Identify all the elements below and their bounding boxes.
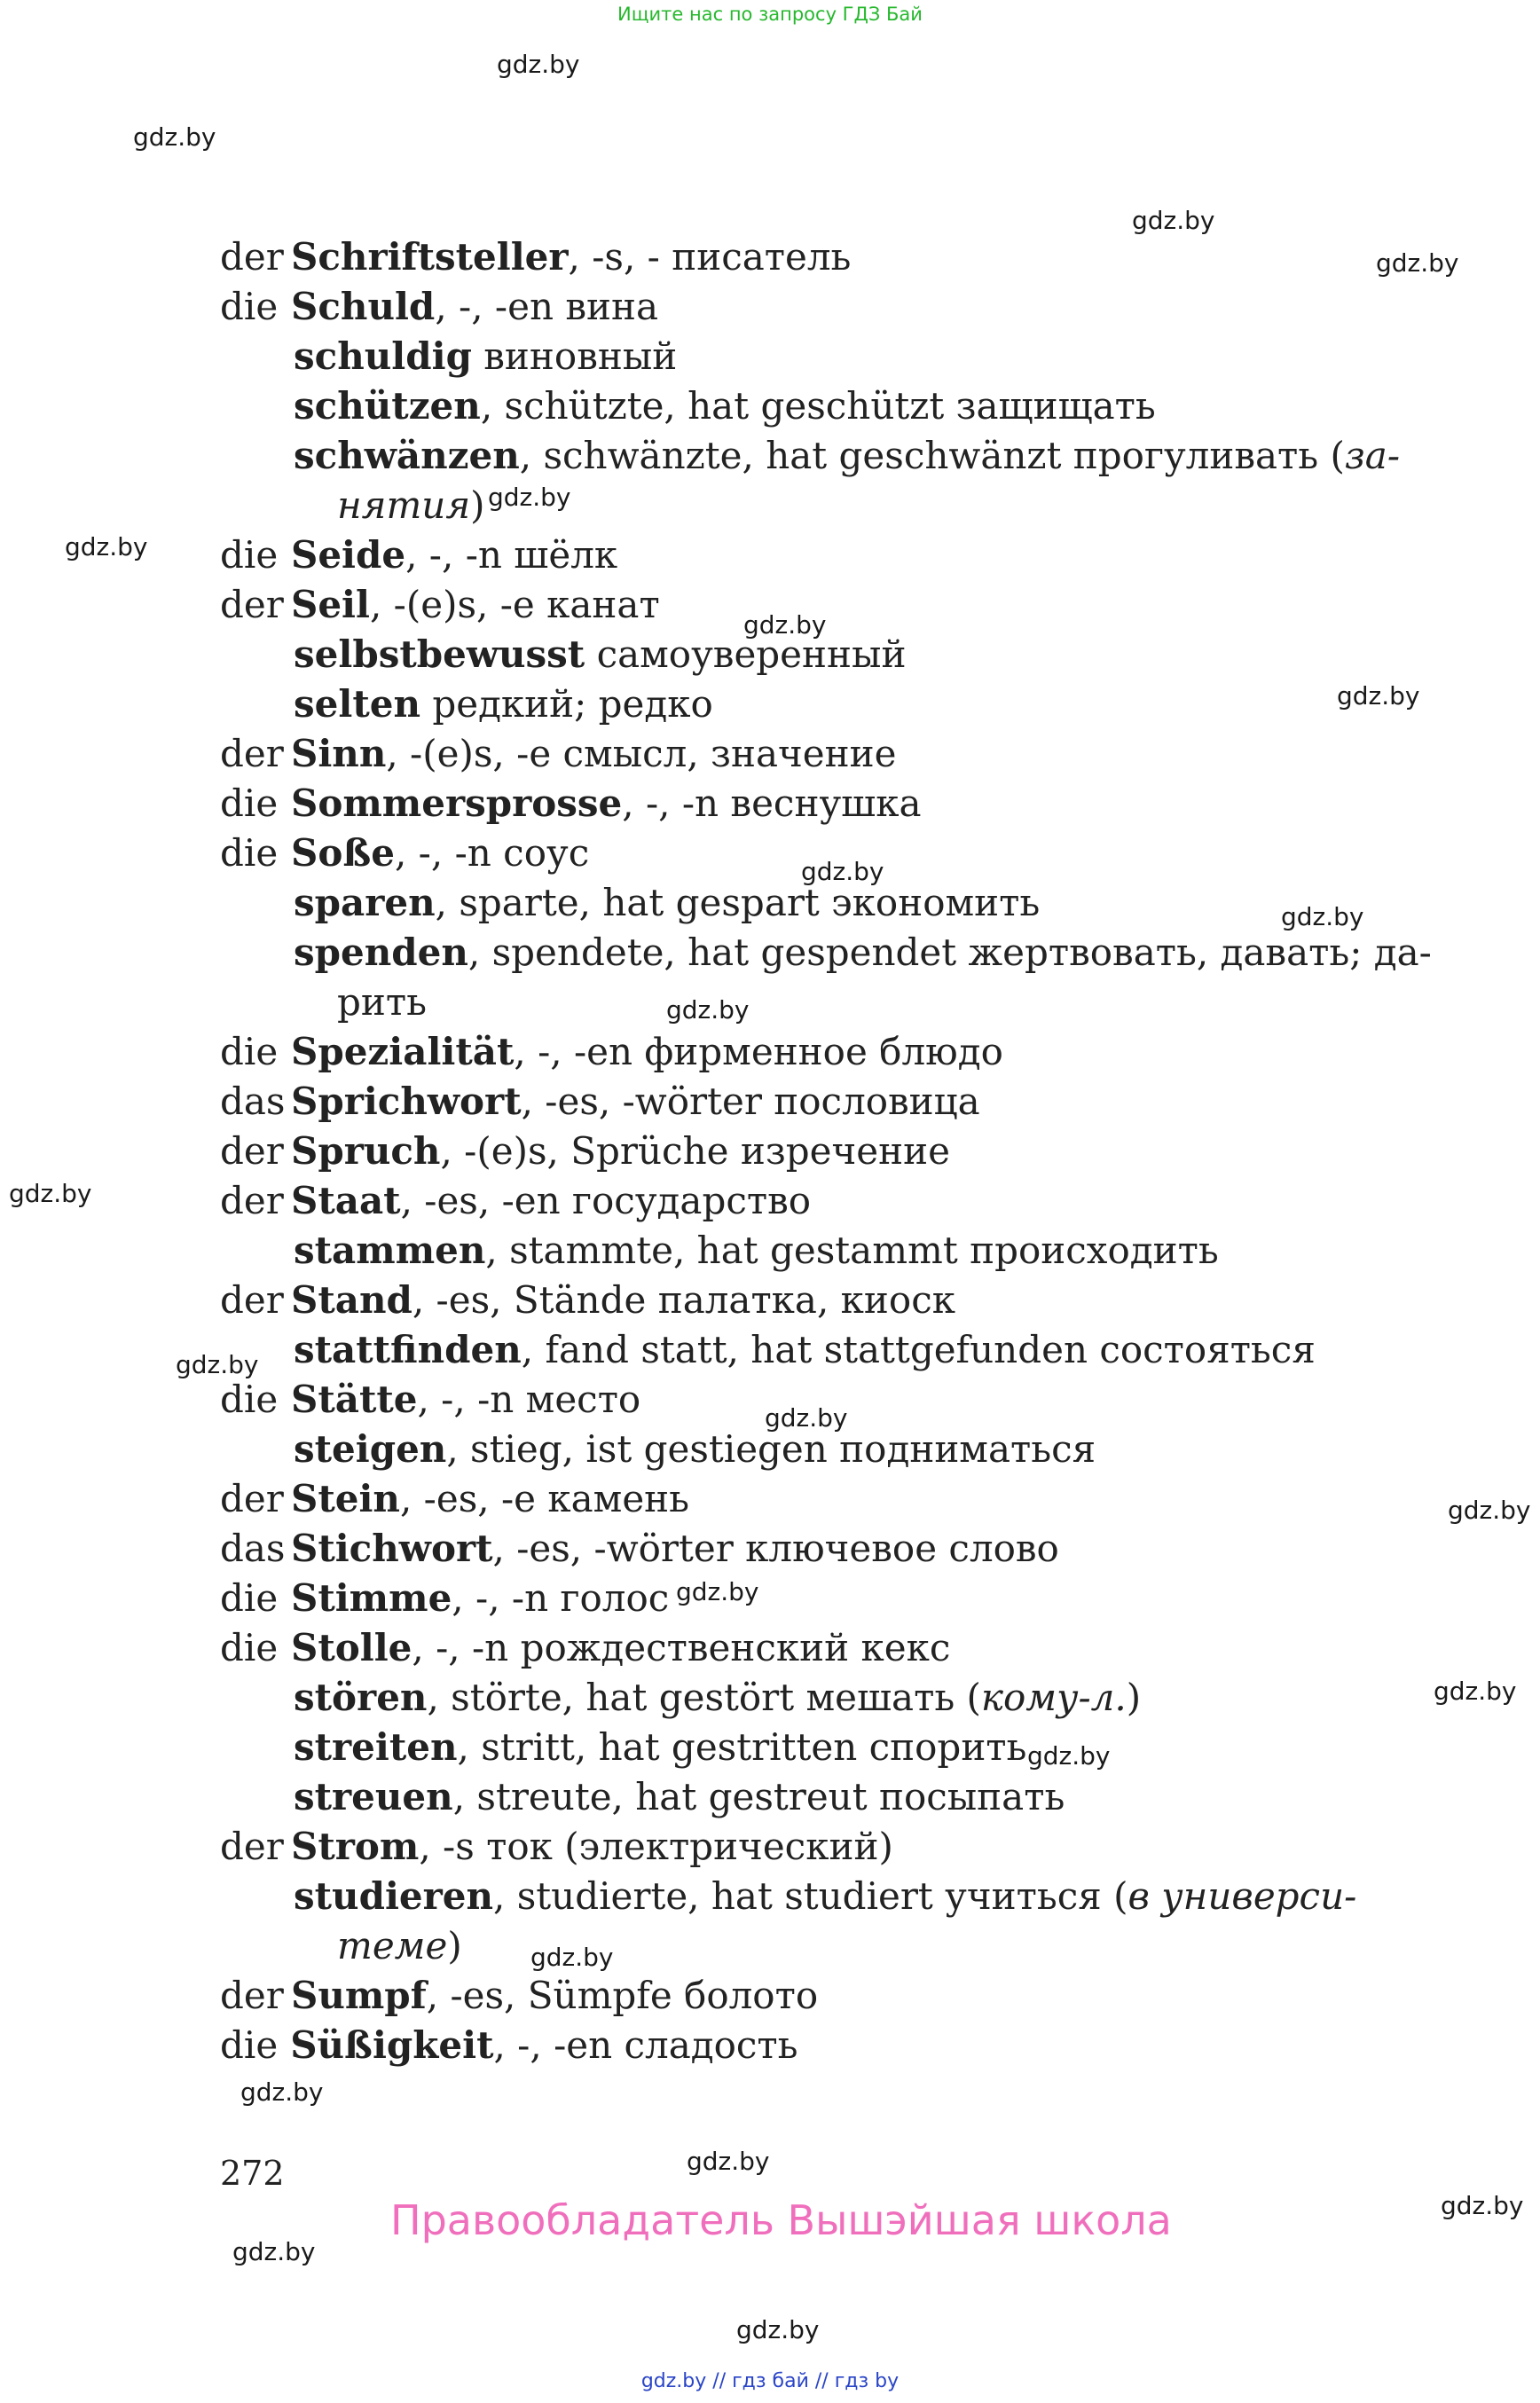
- entry-continuation: нятия): [337, 483, 485, 527]
- watermark: gdz.by: [1376, 248, 1459, 278]
- dictionary-entry: der Strom, -s ток (электрический): [220, 1825, 893, 1868]
- watermark: gdz.by: [666, 995, 750, 1025]
- watermark: gdz.by: [736, 2315, 820, 2344]
- footer-links[interactable]: gdz.by // гдз бай // гдз by: [640, 2370, 900, 2392]
- watermark: gdz.by: [176, 1350, 259, 1379]
- watermark: gdz.by: [765, 1403, 848, 1433]
- dictionary-entry: die Stolle, -, -n рождественский кекс: [220, 1626, 951, 1669]
- dictionary-entry: der Stand, -es, Stände палатка, киоск: [220, 1278, 955, 1322]
- dictionary-entry: das Stichwort, -es, -wörter ключевое слово: [220, 1527, 1059, 1570]
- dictionary-entry: die Soße, -, -n соус: [220, 831, 590, 875]
- watermark: gdz.by: [133, 122, 216, 152]
- watermark: gdz.by: [9, 1179, 92, 1208]
- dictionary-entry: stammen, stammte, hat gestammt происходить: [294, 1229, 1219, 1272]
- dictionary-entry: selten редкий; редко: [294, 682, 713, 726]
- watermark: gdz.by: [1027, 1741, 1111, 1771]
- entry-continuation: теме): [337, 1924, 462, 1967]
- dictionary-entry: der Staat, -es, -en государство: [220, 1179, 812, 1222]
- dictionary-entry: der Stein, -es, -e камень: [220, 1477, 690, 1520]
- watermark: gdz.by: [1441, 2191, 1524, 2220]
- dictionary-entry: die Stätte, -, -n место: [220, 1378, 641, 1421]
- dictionary-entry: das Sprichwort, -es, -wörter пословица: [220, 1080, 980, 1123]
- entry-continuation: рить: [337, 980, 427, 1024]
- watermark: gdz.by: [530, 1943, 614, 1972]
- dictionary-entry: der Sumpf, -es, Sümpfe болото: [220, 1974, 819, 2017]
- dictionary-entry: die Seide, -, -n шёлк: [220, 533, 618, 577]
- watermark: gdz.by: [65, 532, 148, 561]
- watermark: gdz.by: [488, 483, 571, 512]
- watermark: gdz.by: [801, 857, 884, 886]
- watermark: gdz.by: [232, 2237, 316, 2266]
- dictionary-entry: schwänzen, schwänzte, hat geschwänzt прогуливать (за-: [294, 434, 1401, 477]
- dictionary-entry: die Sommersprosse, -, -n веснушка: [220, 781, 922, 825]
- dictionary-entry: die Schuld, -, -en вина: [220, 285, 659, 328]
- dictionary-entry: streuen, streute, hat gestreut посыпать: [294, 1775, 1065, 1818]
- dictionary-entry: steigen, stieg, ist gestiegen подниматься: [294, 1427, 1096, 1471]
- dictionary-entry: stören, störte, hat gestört мешать (кому-л.): [294, 1676, 1142, 1719]
- dictionary-entry: spenden, spendete, hat gespendet жертвовать, давать; да-: [294, 931, 1432, 974]
- dictionary-entry: der Schriftsteller, -s, - писатель: [220, 235, 852, 279]
- dictionary-entry: der Seil, -(e)s, -e канат: [220, 583, 660, 626]
- dictionary-entry: schützen, schützte, hat geschützt защищать: [294, 384, 1156, 428]
- page-number: 272: [220, 2154, 285, 2193]
- watermark: gdz.by: [1448, 1496, 1531, 1525]
- dictionary-entry: die Stimme, -, -n голос: [220, 1576, 670, 1620]
- dictionary-entry: sparen, sparte, hat gespart экономить: [294, 881, 1041, 924]
- watermark: gdz.by: [1337, 681, 1420, 711]
- dictionary-entry: selbstbewusst самоуверенный: [294, 632, 907, 676]
- dictionary-entry: streiten, stritt, hat gestritten спорить: [294, 1725, 1027, 1769]
- dictionary-entry: der Spruch, -(e)s, Sprüche изречение: [220, 1129, 950, 1173]
- watermark: gdz.by: [1132, 206, 1215, 235]
- dictionary-entry: die Spezialität, -, -en фирменное блюдо: [220, 1030, 1003, 1073]
- watermark: gdz.by: [497, 50, 580, 79]
- watermark: gdz.by: [1434, 1677, 1517, 1706]
- dictionary-entry: der Sinn, -(e)s, -e смысл, значение: [220, 732, 897, 775]
- dictionary-entry: die Süßigkeit, -, -en сладость: [220, 2023, 798, 2067]
- watermark: gdz.by: [687, 2147, 770, 2176]
- watermark: gdz.by: [743, 610, 827, 640]
- watermark: gdz.by: [676, 1577, 759, 1606]
- copyright-notice: Правообладатель Вышэйшая школа: [390, 2196, 1172, 2244]
- watermark: gdz.by: [1281, 902, 1364, 931]
- dictionary-entry: schuldig виновный: [294, 334, 678, 378]
- top-banner: Ищите нас по запросу ГДЗ Бай: [617, 4, 923, 25]
- dictionary-entry: stattfinden, fand statt, hat stattgefunden состояться: [294, 1328, 1316, 1371]
- watermark: gdz.by: [240, 2077, 324, 2107]
- dictionary-entry: studieren, studierte, hat studiert учиться (в универси-: [294, 1874, 1357, 1918]
